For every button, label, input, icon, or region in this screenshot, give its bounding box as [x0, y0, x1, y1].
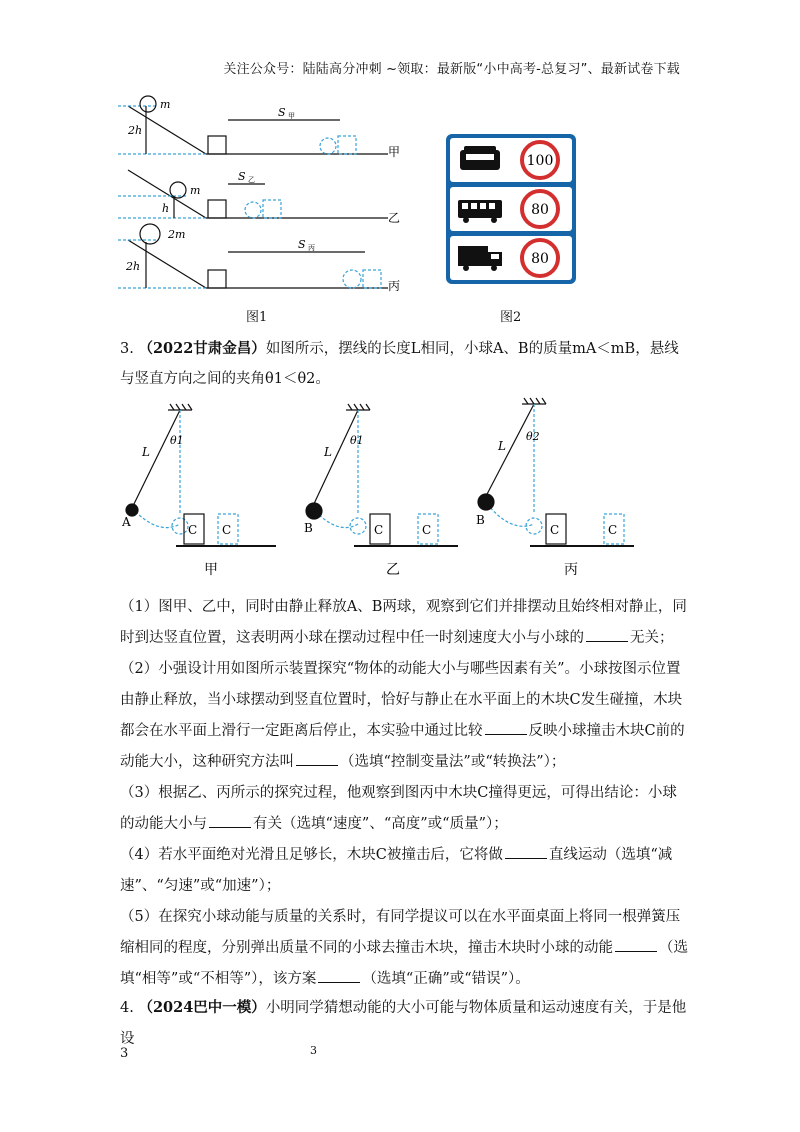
- panel-label: 丙: [564, 562, 578, 578]
- ball-label: B: [304, 521, 313, 535]
- mass-label: m: [160, 98, 171, 111]
- block-label: C: [222, 523, 232, 537]
- answer-blank[interactable]: [505, 846, 547, 859]
- question-3: [120, 334, 690, 394]
- length-label: L: [142, 445, 150, 459]
- mass-label: m: [190, 184, 201, 197]
- sub-text: 直线运动（选填“减速”、“匀速”或“加速”）；: [120, 847, 673, 894]
- angle-label: θ1: [350, 434, 364, 447]
- answer-blank[interactable]: [318, 970, 360, 983]
- sub-question-5: [120, 902, 690, 995]
- sub-text: （选填“正确”或“错误”）。: [362, 971, 530, 987]
- distance-subscript: 乙: [248, 176, 255, 184]
- answer-blank[interactable]: [586, 629, 628, 642]
- sub-text: （3）根据乙、丙所示的探究过程，他观察到图丙中木块C撞得更远，可得出结论：小球的动能大小与: [120, 785, 677, 832]
- sub-text: 无关；: [630, 630, 674, 646]
- question-number: 4.: [120, 1000, 134, 1016]
- car-icon: [460, 146, 500, 170]
- sub-question-3: [120, 778, 690, 840]
- sub-question-4: [120, 840, 690, 902]
- question-text: 小明同学猜想动能的大小可能与物体质量和运动速度有关，于是他设: [120, 1000, 687, 1047]
- ramp-row-bing: [118, 224, 388, 288]
- block-label: C: [188, 523, 198, 537]
- limit-value: 100: [526, 153, 554, 169]
- row-label: 乙: [388, 211, 401, 225]
- mass-label: 2m: [168, 228, 186, 241]
- sub-text: （选填“控制变量法”或“转换法”）；: [340, 754, 566, 770]
- angle-label: θ2: [526, 430, 540, 443]
- ball-label: A: [122, 515, 131, 529]
- distance-label: S: [278, 106, 286, 119]
- sub-text: 反映小球撞击木块C前的动能大小，这种研究方法叫: [120, 723, 685, 770]
- ball-label: B: [476, 513, 485, 527]
- answer-blank[interactable]: [296, 753, 338, 766]
- row-label: 甲: [388, 145, 401, 159]
- answer-blank[interactable]: [615, 939, 657, 952]
- footer-page-center: 3: [310, 1044, 317, 1057]
- row-label: 丙: [388, 279, 401, 293]
- angle-label: θ1: [170, 434, 184, 447]
- sub-question-1: [120, 592, 690, 654]
- pendulum-panel-jia: [126, 404, 276, 546]
- height-label: 2h: [128, 124, 143, 137]
- distance-subscript: 丙: [308, 244, 315, 252]
- panel-label: 甲: [204, 562, 218, 578]
- figure-2-speed-sign: [446, 134, 576, 284]
- length-label: L: [498, 439, 506, 453]
- page-header: 关注公众号：陆陆高分冲刺 ~领取：最新版“小中高考-总复习”、最新试卷下载: [223, 62, 680, 77]
- question-source: （2024巴中一模）: [138, 999, 266, 1016]
- sub-text: （4）若水平面绝对光滑且足够长，木块C被撞击后，它将做: [120, 847, 503, 863]
- pendulum-figure: [118, 396, 638, 586]
- block-label: C: [608, 523, 618, 537]
- figure-1-ramps: [118, 92, 408, 302]
- question-4: [120, 992, 690, 1055]
- sub-questions: [120, 592, 690, 995]
- question-text: 如图所示，摆线的长度L相同，小球A、B的质量mA＜mB，悬线与竖直方向之间的夹角θ1＜θ2。: [120, 341, 679, 387]
- height-label: h: [162, 202, 170, 215]
- figure-2-caption: 图2: [500, 310, 522, 325]
- ramp-row-jia: [118, 96, 388, 154]
- sub-text: （1）图甲、乙中，同时由静止释放A、B两球，观察到它们并排摆动且始终相对静止，同时到达竖直位置，这表明两小球在摆动过程中任一时刻速度大小与小球的: [120, 599, 687, 646]
- limit-value: 80: [531, 202, 549, 218]
- panel-label: 乙: [386, 562, 400, 578]
- answer-blank[interactable]: [209, 815, 251, 828]
- question-number: 3.: [120, 341, 134, 357]
- footer-page-left: 3: [120, 1046, 129, 1061]
- sub-text: （2）小强设计用如图所示装置探究“物体的动能大小与哪些因素有关”。小球按图示位置由静止释放，当小球摆动到竖直位置时，恰好与静止在水平面上的木块C发生碰撞，木块都会在水平面上滑行一定距离后停止，本实验中通过比较: [120, 661, 683, 739]
- block-label: C: [550, 523, 560, 537]
- block-label: C: [374, 523, 384, 537]
- answer-blank[interactable]: [485, 722, 527, 735]
- distance-subscript: 甲: [288, 112, 295, 120]
- question-source: （2022甘肃金昌）: [138, 340, 266, 357]
- sub-text: 有关（选填“速度”、“高度”或“质量”）；: [253, 816, 508, 832]
- sub-text: （5）在探究小球动能与质量的关系时，有同学提议可以在水平面桌面上将同一根弹簧压缩相同的程度，分别弹出质量不同的小球去撞击木块，撞击木块时小球的动能: [120, 909, 681, 956]
- distance-label: S: [238, 170, 246, 183]
- figure-1-caption: 图1: [246, 310, 268, 325]
- sub-question-2: [120, 654, 690, 778]
- length-label: L: [324, 445, 332, 459]
- block-label: C: [422, 523, 432, 537]
- limit-value: 80: [531, 251, 549, 267]
- distance-label: S: [298, 238, 306, 251]
- sub-text: （选填“相等”或“不相等”），该方案: [120, 940, 688, 987]
- height-label: 2h: [126, 260, 141, 273]
